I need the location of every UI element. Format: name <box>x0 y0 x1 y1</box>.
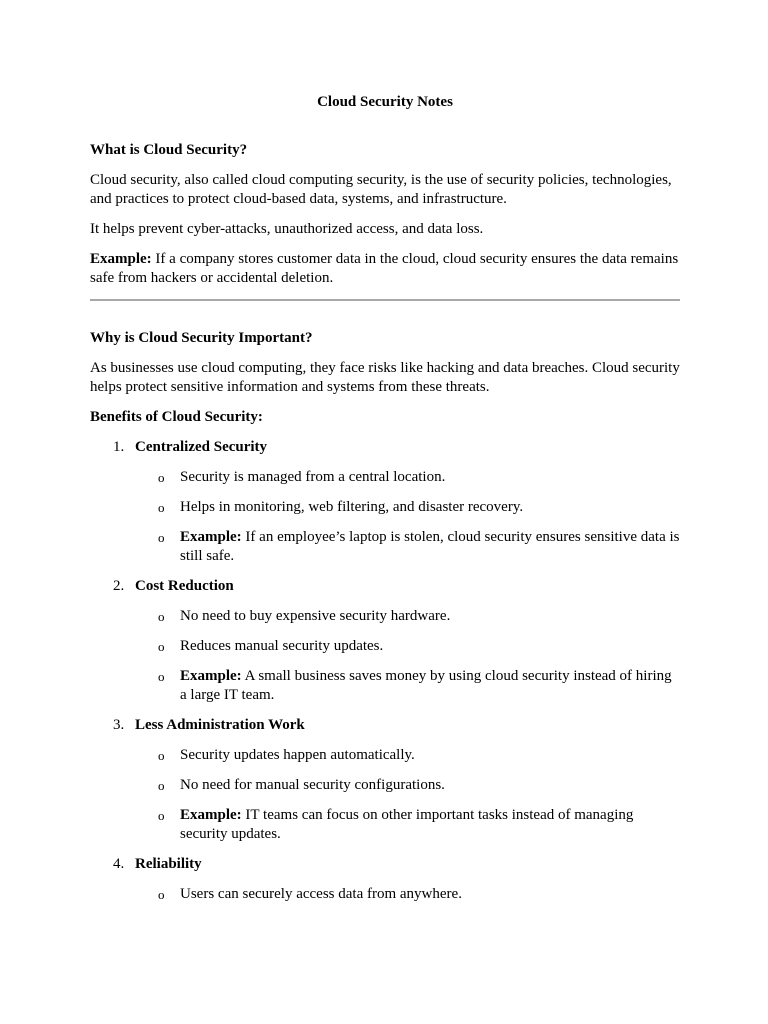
benefit-title: Reliability <box>135 856 202 872</box>
paragraph: As businesses use cloud computing, they face risks like hacking and data breaches. Cloud security helps protect sensitive information and systems from these threats. <box>90 360 680 395</box>
benefits-list <box>90 438 680 904</box>
section-heading-what: What is Cloud Security? <box>90 142 248 158</box>
bullet-icon: o <box>158 887 165 902</box>
bullet-icon: o <box>158 639 165 654</box>
list-item <box>90 776 680 795</box>
benefit-item <box>90 577 680 705</box>
example-label: Example: <box>180 668 242 684</box>
list-number: 2. <box>113 578 125 594</box>
list-item <box>90 746 680 765</box>
list-number: 3. <box>113 717 125 733</box>
sub-list <box>90 607 680 705</box>
sub-list <box>90 468 680 566</box>
section-heading-why: Why is Cloud Security Important? <box>90 330 313 346</box>
list-item-text: Security updates happen automatically. <box>180 747 415 763</box>
list-item-text: If an employee’s laptop is stolen, cloud security ensures sensitive data is still safe. <box>180 529 680 564</box>
benefits-heading: Benefits of Cloud Security: <box>90 409 263 425</box>
bullet-icon: o <box>158 530 165 545</box>
list-item <box>90 528 680 566</box>
benefit-item <box>90 855 680 904</box>
example-label: Example: <box>180 529 242 545</box>
list-item <box>90 667 680 705</box>
example-label: Example: <box>90 251 152 267</box>
benefit-title: Cost Reduction <box>135 578 234 594</box>
list-item <box>90 637 680 656</box>
list-item-text: IT teams can focus on other important tasks instead of managing security updates. <box>180 807 634 842</box>
list-item-text: No need for manual security configurations. <box>180 777 445 793</box>
list-item <box>90 607 680 626</box>
list-item-text: A small business saves money by using cloud security instead of hiring a large IT team. <box>180 668 672 703</box>
benefit-title: Centralized Security <box>135 439 268 455</box>
list-item-text: Security is managed from a central location. <box>180 469 446 485</box>
list-item-text: Reduces manual security updates. <box>180 638 384 654</box>
paragraph: It helps prevent cyber-attacks, unauthorized access, and data loss. <box>90 221 484 237</box>
benefit-item <box>90 716 680 844</box>
horizontal-rule <box>90 299 680 301</box>
page-title: Cloud Security Notes <box>317 94 453 110</box>
bullet-icon: o <box>158 778 165 793</box>
bullet-icon: o <box>158 500 165 515</box>
list-number: 4. <box>113 856 125 872</box>
list-number: 1. <box>113 439 125 455</box>
benefit-item <box>90 438 680 566</box>
list-item <box>90 468 680 487</box>
paragraph: Cloud security, also called cloud computing security, is the use of security policies, technologies, and practices to protect cloud-based data, systems, and infrastructure. <box>90 172 672 207</box>
example-label: Example: <box>180 807 242 823</box>
benefit-title: Less Administration Work <box>135 717 305 733</box>
list-item <box>90 806 680 844</box>
bullet-icon: o <box>158 808 165 823</box>
example-paragraph <box>90 250 680 288</box>
list-item-text: Helps in monitoring, web filtering, and disaster recovery. <box>180 499 524 515</box>
list-item-text: Users can securely access data from anywhere. <box>180 886 462 902</box>
document-body <box>90 93 680 915</box>
bullet-icon: o <box>158 748 165 763</box>
bullet-icon: o <box>158 609 165 624</box>
list-item <box>90 885 680 904</box>
bullet-icon: o <box>158 470 165 485</box>
example-text: If a company stores customer data in the cloud, cloud security ensures the data remains safe from hackers or accidental deletion. <box>90 251 679 286</box>
sub-list <box>90 746 680 844</box>
bullet-icon: o <box>158 669 165 684</box>
list-item <box>90 498 680 517</box>
list-item-text: No need to buy expensive security hardware. <box>180 608 451 624</box>
sub-list <box>90 885 680 904</box>
